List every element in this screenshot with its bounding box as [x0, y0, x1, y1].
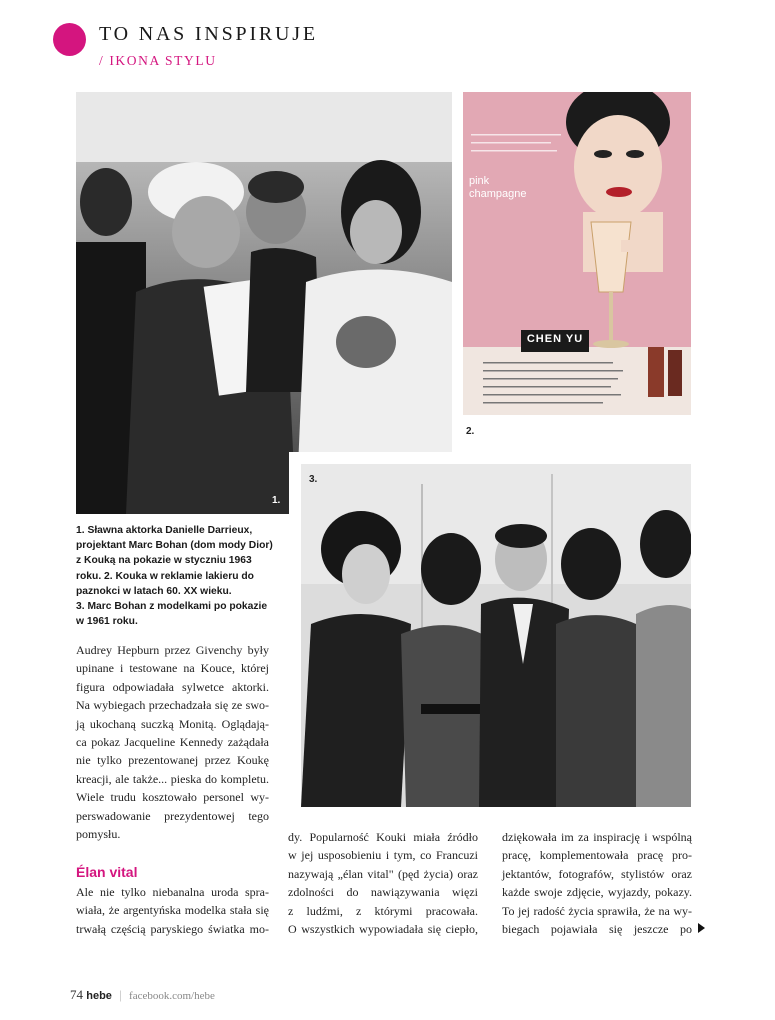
body-line: w jej usposobieniu i tym, co Francuzi [288, 848, 478, 863]
body-line: ją ukochaną suczką Monitą. Oglądają- [76, 716, 269, 731]
caption-line: paznokci w latach 60. XX wieku. [76, 585, 232, 597]
article-column-3 [502, 828, 692, 938]
body-line: dziękowała im za inspirację i wspólną [502, 830, 692, 844]
body-line: dy. Popularność Kouki miała źródło [288, 830, 478, 844]
ad-text-champagne: champagne [469, 188, 527, 200]
section-title: TO NAS INSPIRUJE [99, 23, 318, 45]
body-line: trwałą częścią paryskiego światka mo- [76, 921, 269, 936]
section-subtitle: / IKONA STYLU [99, 53, 217, 68]
body-line: Wiele trudu kosztowało personel wy- [76, 790, 269, 805]
body-line: biegach pojawiała się jeszcze po [502, 922, 692, 937]
body-line: każde swoje zdjęcie, wyjazdy, pokazy. [502, 885, 692, 900]
continue-arrow-icon [698, 923, 705, 933]
page-number: 74 [70, 987, 83, 1002]
ad-brand: CHEN YU [526, 333, 584, 345]
header-dot [53, 23, 86, 56]
photo-3-number: 3. [309, 474, 318, 485]
caption-line: z Kouką na pokazie w styczniu 1963 [76, 555, 252, 567]
footer-separator: | [119, 987, 122, 1002]
body-line: kreacji, ale także... pieska do kompletu. [76, 771, 269, 786]
body-line: figura odpowiadała sylwetce aktorki. [76, 679, 269, 694]
caption-line: 1. Sławna aktorka Danielle Darrieux, [76, 525, 253, 536]
photo-2-number: 2. [466, 426, 475, 437]
body-line: pracę, komplementowała pracę pro- [502, 848, 692, 863]
body-line: Na wybiegach przechadzała się ze swo- [76, 698, 269, 713]
photo-1 [76, 92, 452, 514]
body-line: ca pokaz Jacqueline Kennedy zażądała [76, 735, 269, 750]
footer-facebook-link[interactable]: facebook.com/hebe [129, 990, 215, 1002]
ad-text-pink: pink [469, 175, 490, 187]
body-line: z ludźmi, z którymi pracowała. [288, 903, 478, 918]
body-line: jektantów, fotografów, stylistów oraz [502, 866, 692, 881]
photo-2 [463, 92, 691, 415]
body-line: O wszystkich wypowiadała się ciepło, [288, 922, 478, 937]
body-line: Ale nie tylko niebanalna uroda spra- [76, 885, 269, 899]
body-line: Audrey Hepburn przez Givenchy były [76, 643, 269, 657]
article-column-2 [288, 828, 478, 938]
body-line: upinane i testowane na Kouce, której [76, 661, 269, 676]
body-line: nie tylko prezentowanej przez Koukę [76, 753, 269, 768]
page-footer [70, 987, 215, 1003]
caption-line: projektant Marc Bohan (dom mody Dior) [76, 540, 273, 552]
body-line: wiała, że argentyńska modelka stała się [76, 903, 269, 918]
body-line: nazywają „élan vital" (pęd życia) oraz [288, 866, 478, 881]
photo-caption [76, 523, 286, 629]
article-column-1-cont [76, 883, 269, 938]
body-line: zdolności do nawiązywania więzi [288, 885, 478, 900]
photo-1-number: 1. [272, 495, 281, 506]
caption-line: 3. Marc Bohan z modelkami po pokazie [76, 601, 268, 613]
body-line: pomysłu. [76, 827, 121, 842]
body-line: perswadowanie prezydentowej tego [76, 808, 269, 823]
photo-3 [301, 464, 691, 807]
footer-brand: hebe [86, 990, 112, 1002]
section-heading: Élan vital [76, 864, 138, 880]
caption-line: w 1961 roku. [76, 616, 138, 628]
caption-line: roku. 2. Kouka w reklamie lakieru do [76, 570, 254, 582]
article-column-1 [76, 641, 269, 843]
body-line: To jej radość życia sprawiła, że na wy- [502, 903, 692, 918]
